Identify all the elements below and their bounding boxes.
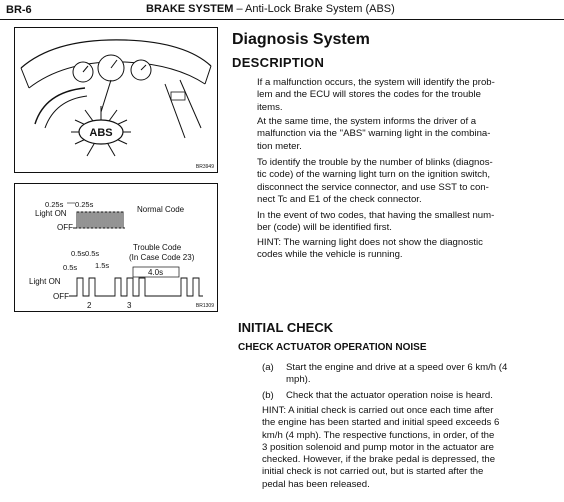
blink-count-2: 2 — [87, 301, 92, 310]
text-line: In the event of two codes, that having the smallest num- — [257, 210, 495, 221]
step-label: (b) — [262, 390, 274, 401]
initial-check-hint — [262, 405, 560, 491]
text-line: At the same time, the system informs the driver of a — [257, 116, 477, 127]
blink-timing-figure — [14, 183, 218, 312]
section-title — [146, 3, 395, 15]
text-line: lem and the ECU will stores the codes for the trouble — [257, 89, 481, 101]
description-paragraph-4 — [257, 210, 557, 235]
text-line: If a malfunction occurs, the system will identify the prob- — [257, 77, 495, 88]
cluster-figure — [14, 27, 218, 173]
text-line: nect Tc and E1 of the check connector. — [257, 193, 422, 205]
duration-label-5: 4.0s — [148, 268, 164, 277]
normal-code-waveform — [73, 212, 125, 228]
diagnosis-title: Diagnosis System — [232, 31, 370, 48]
text-line: 3 position solenoid and pump motor in the actuator are — [262, 441, 494, 453]
step-a — [262, 362, 562, 388]
section-name: BRAKE SYSTEM — [146, 3, 234, 15]
step-label: (a) — [262, 362, 274, 373]
text-line: the engine has been started and initial speed exceeds 6 — [262, 417, 500, 429]
text-line: HINT: A initial check is carried out once each time after — [262, 405, 494, 416]
description-paragraph-3 — [257, 157, 557, 206]
text-line: HINT: The warning light does not show the diagnostic — [257, 237, 483, 248]
text-line: malfunction via the "ABS" warning light in the combina- — [257, 128, 491, 140]
blink-count-3: 3 — [127, 301, 132, 310]
step-text — [286, 362, 507, 387]
trouble-code-label: Trouble Code — [133, 243, 182, 252]
header-rule — [0, 19, 564, 20]
duration-label-4: 1.5s — [95, 261, 110, 270]
diagnosis-hint — [257, 237, 557, 262]
initial-check-subheading: CHECK ACTUATOR OPERATION NOISE — [238, 342, 427, 353]
timing-diagram — [15, 184, 217, 311]
step-text: Check that the actuator operation noise is heard. — [286, 390, 493, 401]
case-code-label: (In Case Code 23) — [129, 253, 195, 262]
text-line: disconnect the service connector, and use SST to con- — [257, 181, 489, 193]
text-line: pedal has been released. — [262, 478, 370, 490]
trouble-code-waveform — [69, 278, 203, 296]
initial-check-title: INITIAL CHECK — [238, 320, 334, 335]
duration-label-2: 0.5s — [85, 249, 100, 258]
figure-code-2: BR1309 — [195, 303, 214, 309]
text-line: Start the engine and drive at a speed over 6 km/h (4 — [286, 362, 508, 373]
cluster-illustration — [15, 28, 217, 172]
text-line: tion meter. — [257, 140, 302, 152]
page-id: BR-6 — [6, 4, 32, 16]
off-label: OFF — [57, 223, 73, 232]
text-line: tic code) of the warning light turn on the ignition switch, — [257, 169, 491, 181]
pulse-gap-label: 0.25s — [75, 200, 94, 209]
figure-code: BR3949 — [195, 164, 214, 170]
subsection-name: – Anti-Lock Brake System (ABS) — [236, 3, 395, 15]
text-line: checked. However, if the brake pedal is depressed, the — [262, 454, 496, 466]
text-line: codes while the vehicle is running. — [257, 249, 403, 261]
pulse-width-label: 0.25s — [45, 200, 64, 209]
text-line: items. — [257, 101, 283, 113]
description-paragraph-2 — [257, 116, 557, 153]
duration-label-1: 0.5s — [71, 249, 86, 258]
text-line: mph). — [286, 374, 311, 386]
text-line: km/h (4 mph). The respective functions, in order, of the — [262, 429, 495, 441]
light-on-label: Light ON — [35, 209, 67, 218]
description-paragraph-1 — [257, 77, 557, 114]
duration-label-3: 0.5s — [63, 263, 78, 272]
text-line: ber (code) will be identified first. — [257, 222, 392, 234]
off-label-2: OFF — [53, 292, 69, 301]
abs-badge: ABS — [89, 127, 113, 139]
light-on-label-2: Light ON — [29, 277, 61, 286]
description-heading: DESCRIPTION — [232, 55, 325, 70]
normal-code-label: Normal Code — [137, 205, 185, 214]
text-line: To identify the trouble by the number of blinks (diagnos- — [257, 157, 493, 168]
text-line: initial check is not carried out, but is started after the — [262, 466, 484, 478]
step-b — [262, 390, 562, 403]
